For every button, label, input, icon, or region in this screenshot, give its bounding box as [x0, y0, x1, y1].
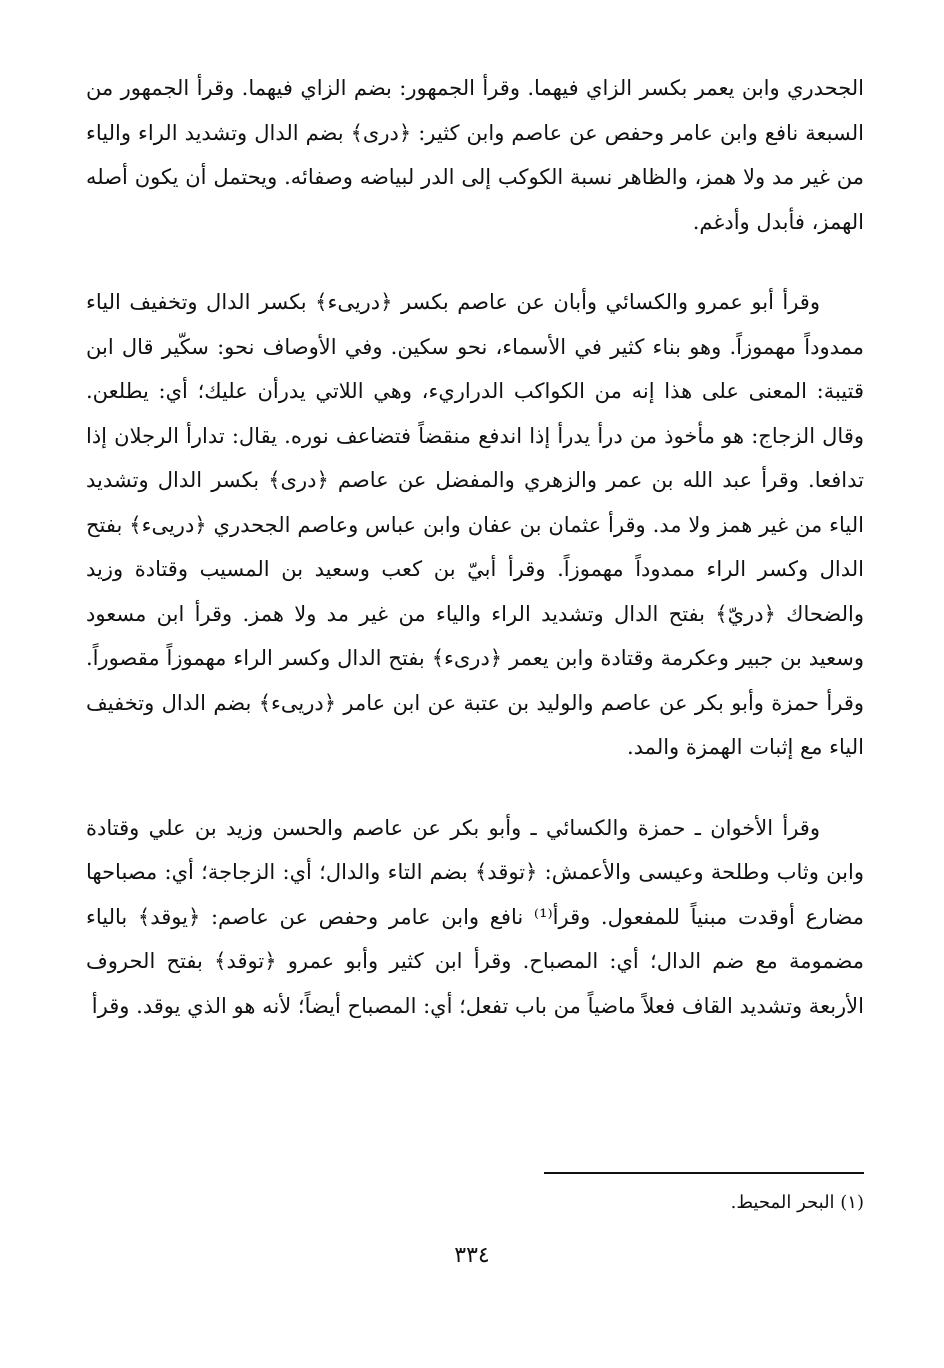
page-number: ٣٣٤ [454, 1243, 490, 1268]
paragraph-2-text: وقرأ أبو عمرو والكسائي وأبان عن عاصم بكسر ﴿دريىء﴾ بكسر الدال وتخفيف الياء ممدوداً مهموزاً. وهو بناء كثير في الأسماء، نحو سكين. وفي الأوصاف نحو: سكّير قال ابن قتيبة: المعنى على هذا إنه من الكواكب الدراريء، وهي اللاتي يدرأن عليك؛ أي: يطلعن. وقال الزجاج: هو مأخوذ من درأ يدرأ إذا اندفع منقضاً فتضاعف نوره. يقال: تدارأ الرجلان إذا تدافعا. وقرأ عبد الله بن عمر والزهري والمفضل عن عاصم ﴿درى﴾ بكسر الدال وتشديد الياء من غير همز ولا مد. وقرأ عثمان بن عفان وابن عباس وعاصم الجحدري ﴿دريىء﴾ بفتح الدال وكسر الراء ممدوداً مهموزاً. وقرأ أبيّ بن كعب وسعيد بن المسيب وقتادة وزيد والضحاك ﴿دريّ﴾ بفتح الدال وتشديد الراء والياء من غير مد ولا همز. وقرأ ابن مسعود وسعيد بن جبير وعكرمة وقتادة وابن يعمر ﴿درىء﴾ بفتح الدال وكسر الراء مهموزاً مقصوراً. وقرأ حمزة وأبو بكر عن عاصم والوليد بن عتبة عن ابن عامر ﴿دريىء﴾ بضم الدال وتخفيف الياء مع إثبات الهمزة والمد. [86, 290, 864, 759]
paragraph-3 [86, 806, 864, 1029]
paragraph-3-text: وقرأ الأخوان ـ حمزة والكسائي ـ وأبو بكر عن عاصم والحسن وزيد بن علي وقتادة وابن وثاب وطلحة وعيسى والأعمش: ﴿توقد﴾ بضم التاء والدال؛ أي: الزجاجة؛ أي: مصباحها مضارع أوقدت مبنياً للمفعول. وقرأ⁽¹⁾ نافع وابن عامر وحفص عن عاصم: ﴿يوقد﴾ بالياء مضمومة مع ضم الدال؛ أي: المصباح. وقرأ ابن كثير وأبو عمرو ﴿توقد﴾ بفتح الحروف الأربعة وتشديد القاف فعلاً ماضياً من باب تفعل؛ أي: المصباح أيضاً؛ لأنه هو الذي يوقد. وقرأ [86, 815, 864, 1018]
footnote: (١) البحر المحيط. [730, 1192, 864, 1213]
paragraph-1-text: الجحدري وابن يعمر بكسر الزاي فيهما. وقرأ الجمهور: بضم الزاي فيهما. وقرأ الجمهور من السبعة نافع وابن عامر وحفص عن عاصم وابن كثير: ﴿درى﴾ بضم الدال وتشديد الراء والياء من غير مد ولا همز، والظاهر نسبة الكوكب إلى الدر لبياضه وصفائه. ويحتمل أن يكون أصله الهمز، فأبدل وأدغم. [86, 76, 864, 234]
paragraph-1 [86, 66, 864, 244]
paragraph-2 [86, 280, 864, 770]
footnote-divider [544, 1172, 864, 1174]
page-body [86, 66, 864, 1028]
